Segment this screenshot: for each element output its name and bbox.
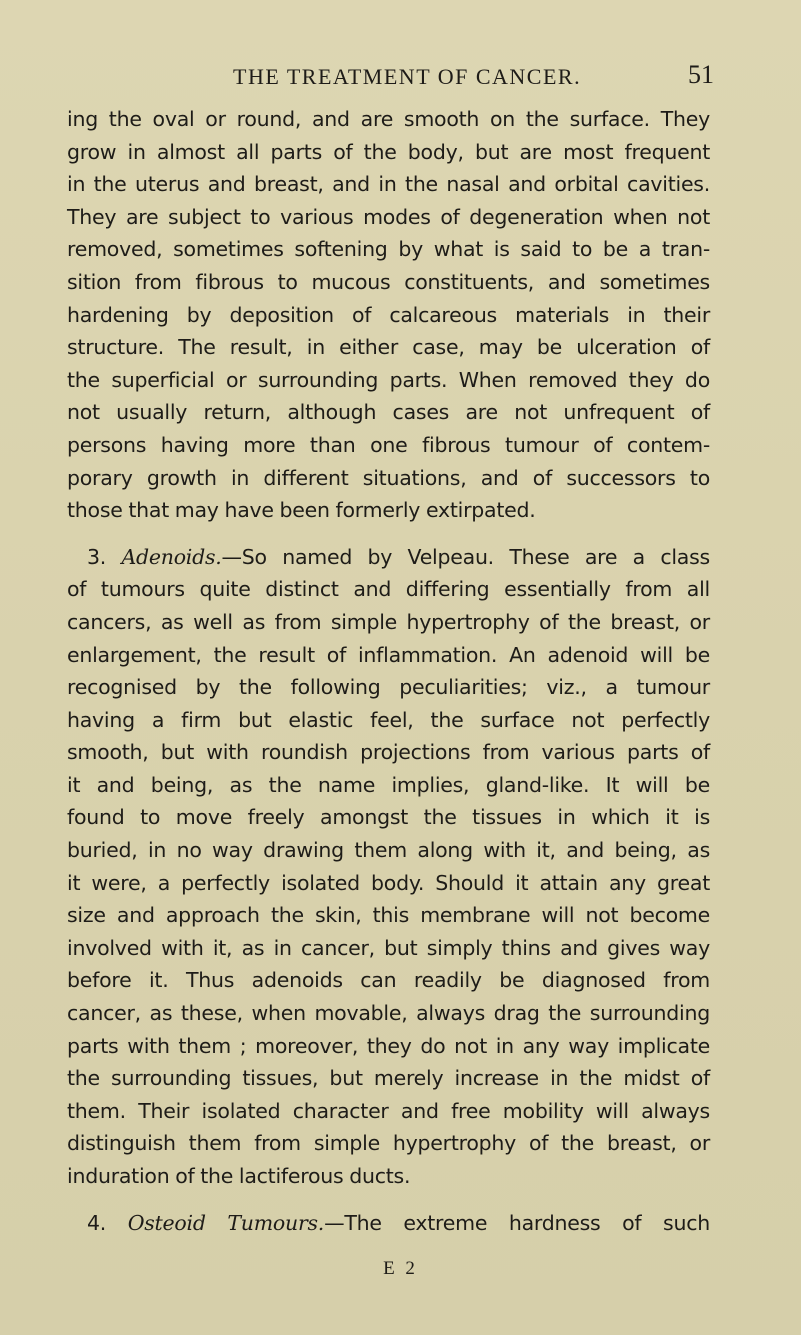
page-number: 51 xyxy=(688,60,714,89)
text-line: it were, a perfectly isolated body. Should it attain any great xyxy=(67,870,710,895)
text-line: distinguish them from simple hypertrophy of the breast, or xyxy=(67,1131,710,1156)
text-line: involved with it, as in cancer, but simply thins and gives way xyxy=(67,935,710,960)
text-line: of tumours quite distinct and differing essentially from all xyxy=(67,577,710,602)
text-line: persons having more than one fibrous tumour of contem- xyxy=(67,432,710,457)
text-line: not usually return, although cases are not unfrequent of xyxy=(67,400,710,425)
text-line: sition from fibrous to mucous constituents, and sometimes xyxy=(67,269,710,294)
text-line: the surrounding tissues, but merely increase in the midst of xyxy=(67,1066,710,1091)
paragraph-first-line xyxy=(67,1207,710,1240)
section-number: 4. xyxy=(87,1210,107,1235)
section-heading-osteoid: Osteoid Tumours. xyxy=(127,1210,325,1235)
paragraph-gap xyxy=(67,527,710,541)
text-line: They are subject to various modes of degeneration when not xyxy=(67,204,710,229)
text-line: induration of the lactiferous ducts. xyxy=(67,1164,411,1188)
text-line: size and approach the skin, this membrane will not become xyxy=(67,903,710,928)
section-number: 3. xyxy=(87,544,107,569)
first-line-text: —The extreme hardness of such xyxy=(324,1210,710,1235)
text-line: cancers, as well as from simple hypertrophy of the breast, or xyxy=(67,609,710,634)
paragraph-adenoids xyxy=(67,541,710,1193)
text-line: enlargement, the result of inflammation. An adenoid will be xyxy=(67,642,710,667)
text-line: those that may have been formerly extirpated. xyxy=(67,498,536,523)
text-line: it and being, as the name implies, gland-like. It will be xyxy=(67,772,710,797)
text-line: cancer, as these, when movable, always drag the surrounding xyxy=(67,1001,710,1026)
running-head xyxy=(0,58,801,98)
text-line: in the uterus and breast, and in the nasal and orbital cavities. xyxy=(67,172,710,197)
text-line: having a firm but elastic feel, the surface not perfectly xyxy=(67,707,710,732)
first-line-text: —So named by Velpeau. These are a class xyxy=(221,544,710,569)
text-line: hardening by deposition of calcareous materials in their xyxy=(67,302,710,327)
paragraph-first-line xyxy=(67,541,710,574)
body-text xyxy=(67,103,710,1239)
text-line: ing the oval or round, and are smooth on the surface. They xyxy=(67,107,710,131)
text-line: before it. Thus adenoids can readily be diagnosed from xyxy=(67,968,710,993)
paragraph-fibrous-continued xyxy=(67,103,710,527)
text-line: parts with them ; moreover, they do not in any way implicate xyxy=(67,1033,710,1058)
text-line: grow in almost all parts of the body, but are most frequent xyxy=(67,139,710,164)
signature-mark: E 2 xyxy=(383,1258,418,1279)
text-line: removed, sometimes softening by what is said to be a tran- xyxy=(67,237,710,262)
text-line: recognised by the following peculiarities; viz., a tumour xyxy=(67,675,710,700)
text-line: structure. The result, in either case, may be ulceration of xyxy=(67,335,710,360)
text-line: them. Their isolated character and free mobility will always xyxy=(67,1098,710,1123)
paragraph-gap xyxy=(67,1193,710,1207)
section-heading-adenoids: Adenoids. xyxy=(121,544,222,569)
text-line: the superficial or surrounding parts. When removed they do xyxy=(67,367,710,392)
text-line: buried, in no way drawing them along with it, and being, as xyxy=(67,838,710,863)
paragraph-osteoid xyxy=(67,1207,710,1240)
text-line: porary growth in different situations, and of successors to xyxy=(67,465,710,490)
running-title: THE TREATMENT OF CANCER. xyxy=(233,64,582,89)
text-line: found to move freely amongst the tissues in which it is xyxy=(67,805,710,830)
text-line: smooth, but with roundish projections from various parts of xyxy=(67,740,710,765)
